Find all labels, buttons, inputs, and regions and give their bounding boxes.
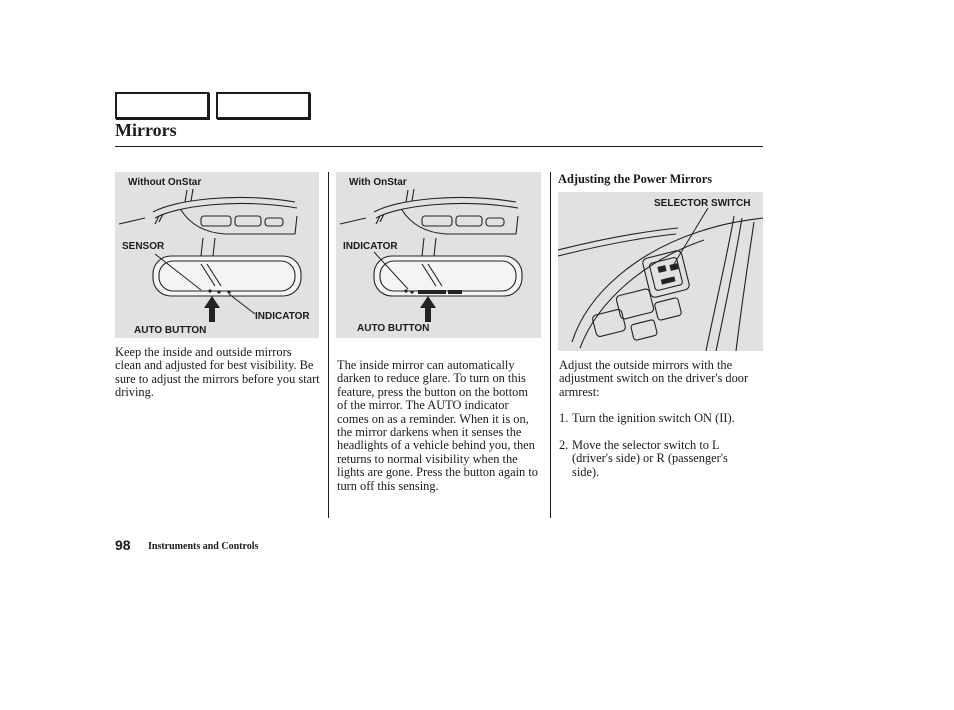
step-number: 2.: [559, 438, 569, 452]
figure-caption: With OnStar: [349, 177, 407, 188]
section-heading: Adjusting the Power Mirrors: [558, 172, 713, 186]
rearview-mirror-drawing: [336, 172, 541, 338]
page-number: 98: [115, 537, 131, 553]
door-armrest-drawing: [558, 192, 763, 351]
auto-button-label: AUTO BUTTON: [357, 323, 430, 334]
selector-switch-label: SELECTOR SWITCH: [654, 198, 751, 209]
mirror-illustration-without-onstar: [115, 172, 319, 338]
step-1: [559, 412, 749, 425]
auto-dimming-paragraph: The inside mirror can automatically darken to reduce glare. To turn on this feature, press the button on the bottom of the mirror. The AUTO indicator comes on as a reminder. When it is on, the mirror darkens when it senses the headlights of a vehicle behind you, then returns to normal visibility when the lights are gone. Press the button again to turn off this sensing.: [337, 358, 538, 493]
indicator-label: INDICATOR: [255, 311, 310, 322]
sensor-label: SENSOR: [122, 241, 165, 252]
nav-box-2[interactable]: [216, 92, 310, 119]
section-name: Instruments and Controls: [148, 541, 259, 552]
column-divider-1: [328, 172, 329, 518]
figure-caption: Without OnStar: [128, 177, 202, 188]
step-text: Move the selector switch to L (driver's side) or R (passenger's side).: [572, 438, 728, 479]
nav-box-1[interactable]: [115, 92, 209, 119]
title-rule: [115, 146, 763, 147]
mirror-illustration-with-onstar: [336, 172, 541, 338]
indicator-label: INDICATOR: [343, 241, 398, 252]
power-mirrors-intro: Adjust the outside mirrors with the adjustment switch on the driver's door armrest:: [559, 358, 749, 399]
door-switch-illustration: [558, 192, 763, 351]
auto-button-label: AUTO BUTTON: [134, 325, 207, 336]
page-title: Mirrors: [115, 120, 177, 140]
intro-paragraph: Keep the inside and outside mirrors clean and adjusted for best visibility. Be sure to adjust the mirrors before you start driving.: [115, 345, 320, 400]
step-2: [559, 439, 749, 479]
column-divider-2: [550, 172, 551, 518]
step-number: 1.: [559, 411, 569, 425]
step-text: Turn the ignition switch ON (II).: [572, 411, 735, 425]
